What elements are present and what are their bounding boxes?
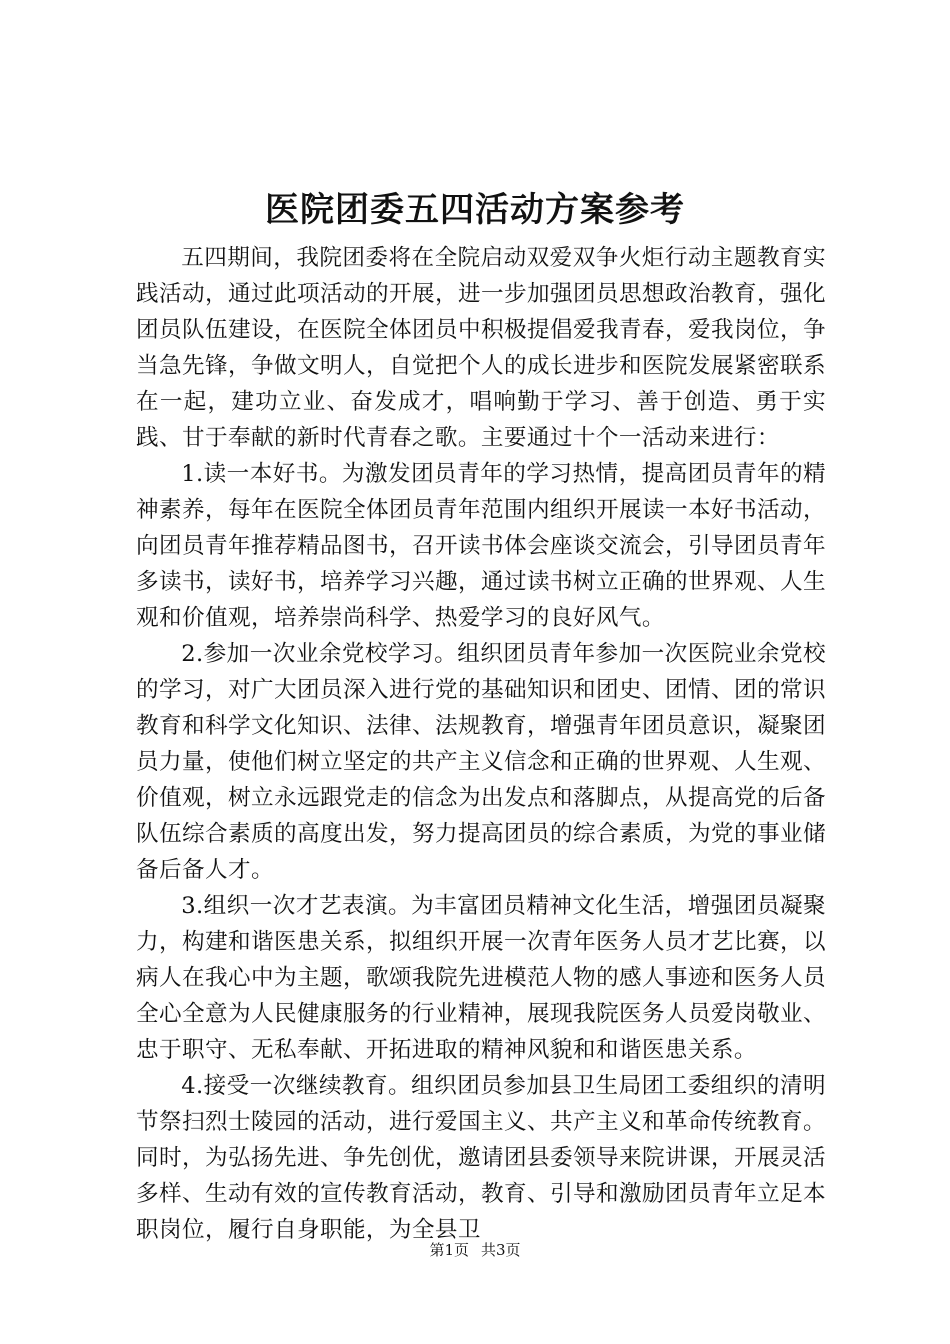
page-footer [0, 1240, 950, 1260]
page-total: 共3页 [481, 1241, 521, 1259]
page-number: 第1页 [429, 1241, 469, 1259]
item-3-paragraph: 3.组织一次才艺表演。为丰富团员精神文化生活，增强团员凝聚力，构建和谐医患关系，拟组织开展一次青年医务人员才艺比赛，以病人在我心中为主题，歌颂我院先进模范人物的感人事迹和医务人员全心全意为人民健康服务的行业精神，展现我院医务人员爱岗敬业、忠于职守、无私奉献、开拓进取的精神风貌和和谐医患关系。 [136, 893, 826, 1063]
item-2-paragraph: 2.参加一次业余党校学习。组织团员青年参加一次医院业余党校的学习，对广大团员深入进行党的基础知识和团史、团情、团的常识教育和科学文化知识、法律、法规教育，增强青年团员意识，凝聚团员力量，使他们树立坚定的共产主义信念和正确的世界观、人生观、价值观，树立永远跟党走的信念为出发点和落脚点，从提高党的后备队伍综合素质的高度出发，努力提高团员的综合素质，为党的事业储备后备人才。 [136, 641, 826, 883]
item-4-paragraph: 4.接受一次继续教育。组织团员参加县卫生局团工委组织的清明节祭扫烈士陵园的活动，进行爱国主义、共产主义和革命传统教育。同时，为弘扬先进、争先创优，邀请团县委领导来院讲课，开展灵活多样、生动有效的宣传教育活动，教育、引导和激励团员青年立足本职岗位，履行自身职能，为全县卫 [136, 1073, 826, 1243]
document-body [136, 240, 826, 1248]
document-title: 医院团委五四活动方案参考 [265, 190, 685, 230]
intro-paragraph: 五四期间，我院团委将在全院启动双爱双争火炬行动主题教育实践活动，通过此项活动的开展，进一步加强团员思想政治教育，强化团员队伍建设，在医院全体团员中积极提倡爱我青春，爱我岗位，争当急先锋，争做文明人，自觉把个人的成长进步和医院发展紧密联系在一起，建功立业、奋发成才，唱响勤于学习、善于创造、勇于实践、甘于奉献的新时代青春之歌。主要通过十个一活动来进行： [136, 245, 826, 451]
item-1-paragraph: 1.读一本好书。为激发团员青年的学习热情，提高团员青年的精神素养，每年在医院全体团员青年范围内组织开展读一本好书活动，向团员青年推荐精品图书，召开读书体会座谈交流会，引导团员青年多读书，读好书，培养学习兴趣，通过读书树立正确的世界观、人生观和价值观，培养崇尚科学、热爱学习的良好风气。 [136, 461, 826, 631]
